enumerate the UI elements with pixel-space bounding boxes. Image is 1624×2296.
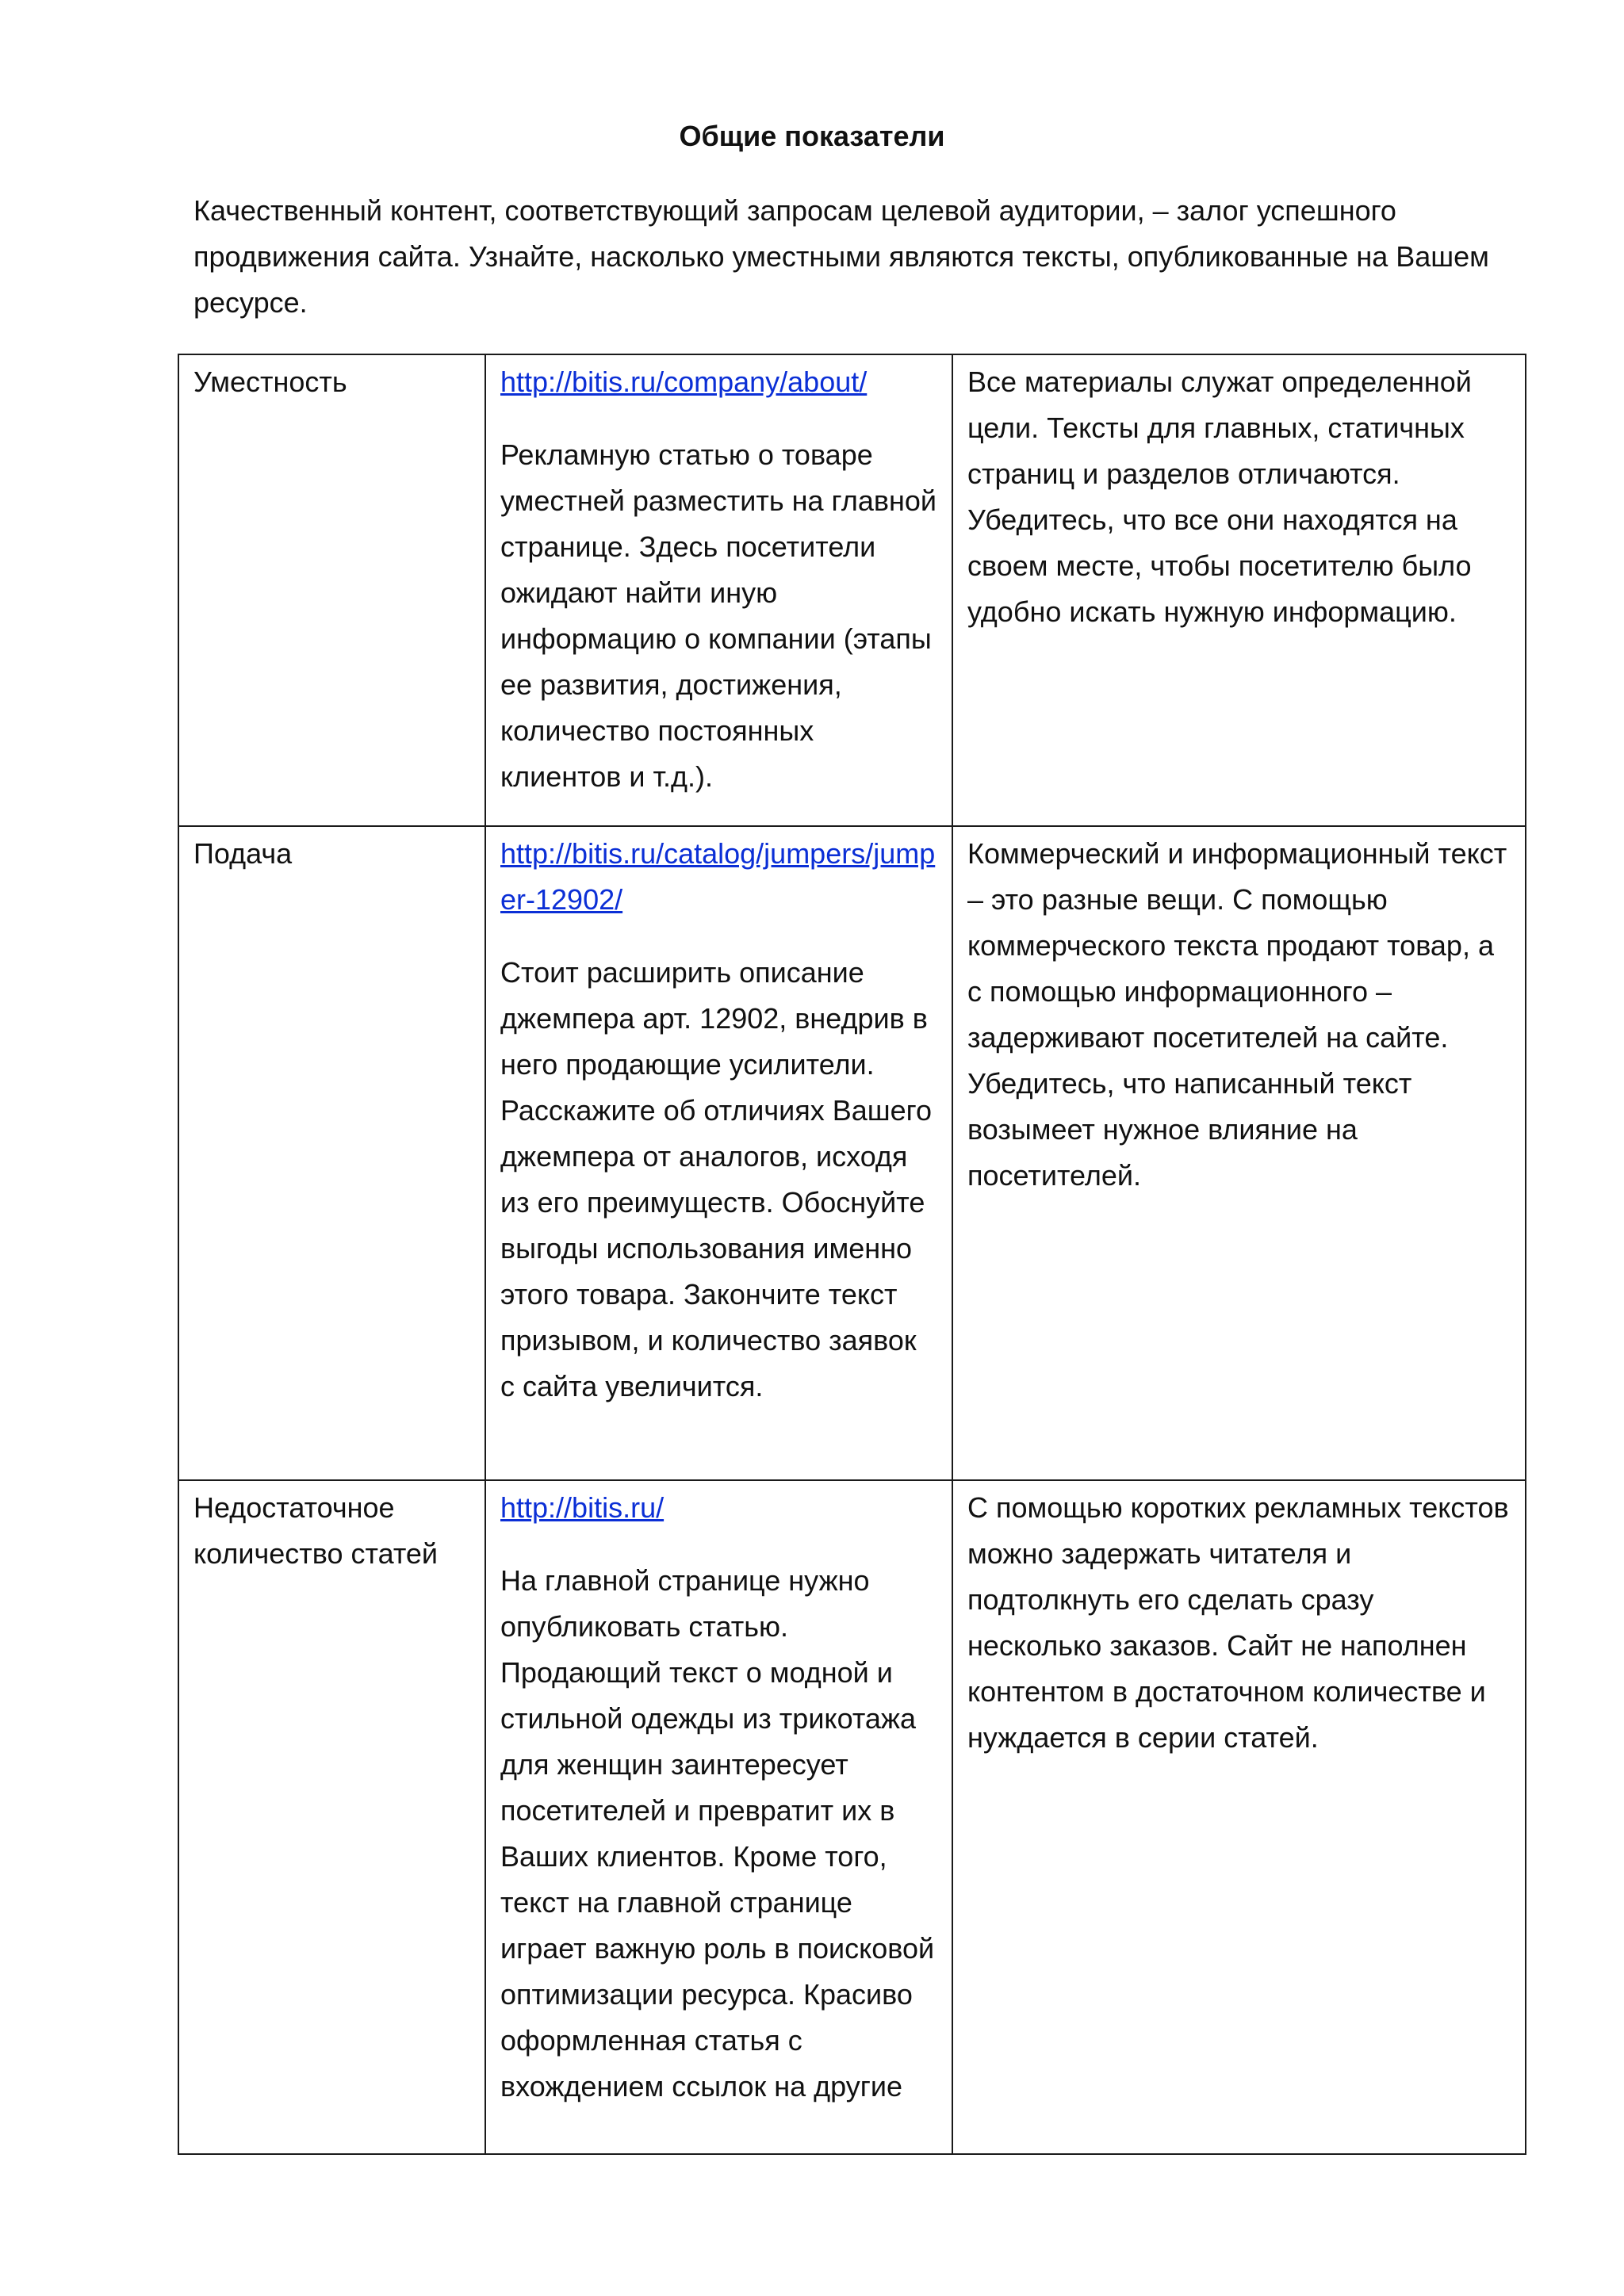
page-link[interactable]: http://bitis.ru/catalog/jumpers/jumper-12902/: [500, 837, 936, 916]
intro-paragraph: Качественный контент, соответствующий запросам целевой аудитории, – залог успешного продвижения сайта. Узнайте, насколько уместными являются тексты, опубликованные на Вашем ресурсе.: [193, 194, 1489, 319]
criterion-cell: Подача: [178, 826, 485, 1480]
explanation-cell: Коммерческий и информационный текст – это разные вещи. С помощью коммерческого текста продают товар, а с помощью информационного – задерживают посетителей на сайте. Убедитесь, что написанный текст возымеет нужное влияние на посетителей.: [952, 826, 1526, 1480]
explanation-cell: Все материалы служат определенной цели. Тексты для главных, статичных страниц и разделов отличаются. Убедитесь, что все они находятся на своем месте, чтобы посетителю было удобно искать нужную информацию.: [952, 354, 1526, 826]
explanation-cell: С помощью коротких рекламных текстов можно задержать читателя и подтолкнуть его сделать сразу несколько заказов. Сайт не наполнен контентом в достаточном количестве и нуждается в серии статей.: [952, 1480, 1526, 2154]
table-row: [178, 354, 1526, 826]
recommendation-text: На главной странице нужно опубликовать статью. Продающий текст о модной и стильной одежды из трикотажа для женщин заинтересует посетителей и превратит их в Ваших клиентов. Кроме того, текст на главной странице играет важную роль в поисковой оптимизации ресурса. Красиво оформленная статья с вхождением ссылок на другие: [500, 1564, 935, 2103]
metrics-table: [178, 354, 1526, 2155]
recommendation-text: Стоит расширить описание джемпера арт. 12902, внедрив в него продающие усилители. Расскажите об отличиях Вашего джемпера от аналогов, исходя из его преимуществ. Обоснуйте выгоды использования именно этого товара. Закончите текст призывом, и количество заявок с сайта увеличится.: [500, 956, 933, 1402]
url-recommendation-cell: [485, 354, 952, 826]
page-link[interactable]: http://bitis.ru/: [500, 1491, 665, 1524]
table-row: [178, 826, 1526, 1480]
criterion-cell: Недостаточное количество статей: [178, 1480, 485, 2154]
table-row: [178, 1480, 1526, 2154]
page-link[interactable]: http://bitis.ru/company/about/: [500, 365, 868, 398]
url-recommendation-cell: [485, 826, 952, 1480]
url-recommendation-cell: [485, 1480, 952, 2154]
recommendation-text: Рекламную статью о товаре уместней разместить на главной странице. Здесь посетители ожидают найти иную информацию о компании (этапы ее развития, достижения, количество постоянных клиентов и т.д.).: [500, 438, 937, 793]
document-title: Общие показатели: [679, 120, 945, 152]
criterion-cell: Уместность: [178, 354, 485, 826]
